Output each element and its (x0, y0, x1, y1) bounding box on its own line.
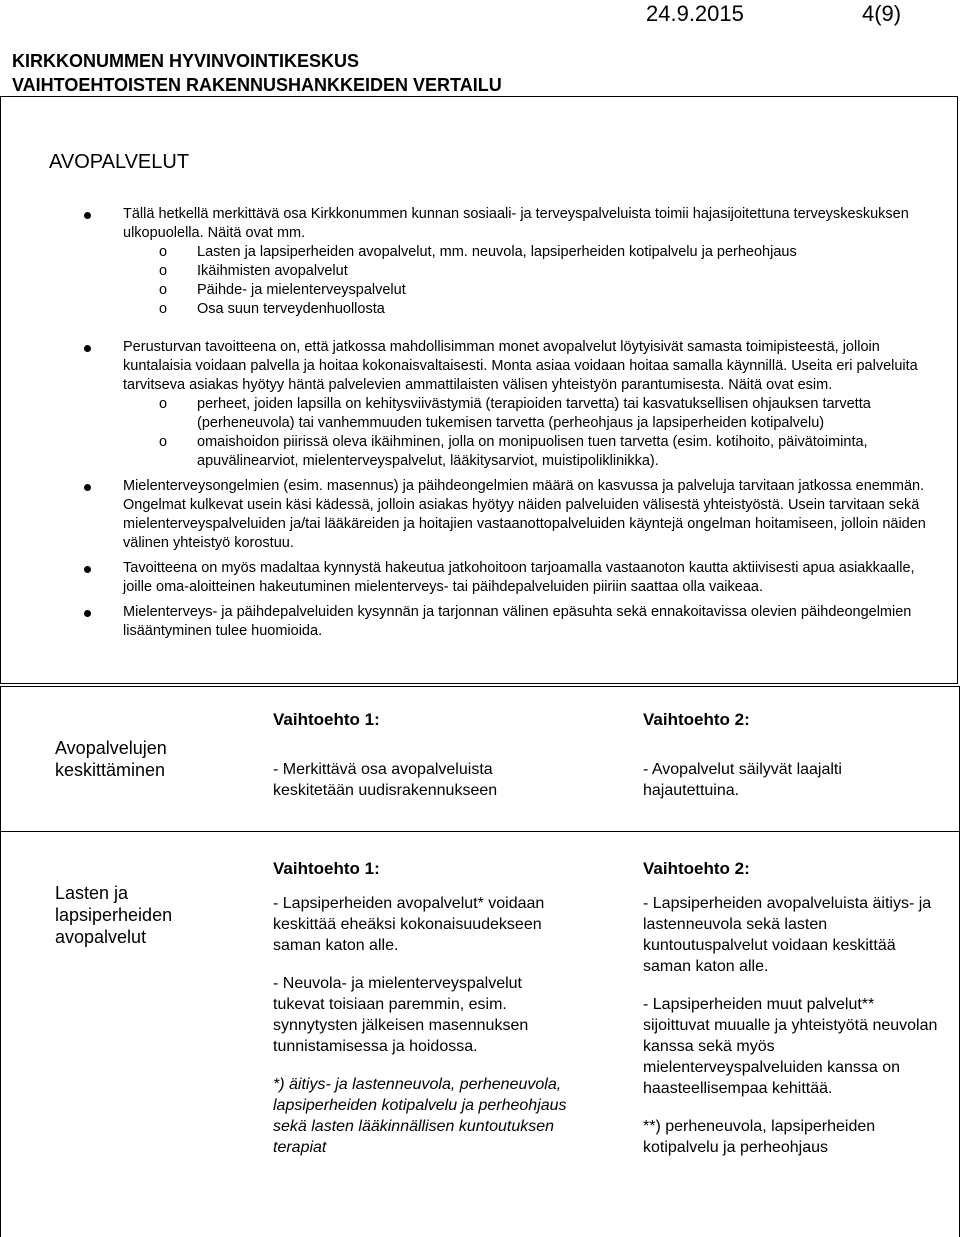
option-1-footnote: *) äitiys- ja lastenneuvola, perheneuvola, lapsiperheiden kotipalvelu ja perheohjaus sekä lasten lääkinnällisen kuntoutuksen terapiat (273, 1076, 567, 1156)
option-1-heading: Vaihtoehto 1: (273, 710, 380, 729)
comparison-row-centralization (0, 686, 960, 832)
option-2-text (643, 893, 945, 1175)
comparison-row-family-services (0, 831, 960, 1237)
sub-bullet-text: omaishoidon piirissä oleva ikäihminen, jolla on monipuolisen tuen tarvetta (esim. kotihoito, päivätoiminta, apuvälinearviot, mielenterveyspalvelut, lääkitysarviot, muistipoliklinikka). (197, 434, 868, 469)
bullet-icon (84, 484, 91, 491)
bullet-icon (84, 345, 91, 352)
bullet-text: Tällä hetkellä merkittävä osa Kirkkonummen kunnan sosiaali- ja terveyspalveluista toimii hajasijoitettuna terveyskeskuksen ulkopuolella. Näitä ovat mm. (123, 206, 909, 241)
bullet-icon (84, 610, 91, 617)
sub-bullet-item (1, 243, 959, 262)
bullet-icon (84, 566, 91, 573)
circle-bullet-icon: o (159, 301, 168, 317)
bullet-item (1, 477, 959, 553)
circle-bullet-icon: o (159, 244, 168, 260)
circle-bullet-icon: o (159, 263, 168, 279)
sub-bullet-item (1, 300, 959, 319)
sub-bullet-item (1, 281, 959, 300)
option-1-paragraph: - Lapsiperheiden avopalvelut* voidaan keskittää eheäksi kokonaisuudekseen saman katon alle. (273, 895, 545, 954)
document-title (12, 49, 502, 97)
sub-bullet-text: Ikäihmisten avopalvelut (197, 263, 348, 279)
bullet-text: Mielenterveys- ja päihdepalveluiden kysynnän ja tarjonnan välinen epäsuhta sekä ennakoitavissa olevien päihdeongelmien lisääntyminen tulee huomioida. (123, 604, 912, 639)
sub-bullet-text: Päihde- ja mielenterveyspalvelut (197, 282, 406, 298)
sub-bullet-item (1, 395, 959, 433)
header-page-number: 4(9) (862, 1, 902, 26)
bullet-item (1, 559, 959, 597)
sub-bullet-item (1, 433, 959, 471)
bullet-text: Perusturvan tavoitteena on, että jatkossa mahdollisimman monet avopalvelut löytyisivät samasta toimipisteestä, jolloin kuntalaisia voidaan palvella ja hoitaa kokonaisvaltaisesti. Monta asiaa voidaan hoitaa samalla käynnillä. Useita eri palveluita tarvitseva asiakas hyötyy häntä palvelevien ammattilaisten välisen yhteistyön parantumisesta. Näitä ovat esim. (123, 339, 918, 393)
option-2-heading: Vaihtoehto 2: (643, 710, 750, 729)
option-2-text: - Avopalvelut säilyvät laajalti hajautettuina. (643, 761, 842, 799)
sub-bullet-text: perheet, joiden lapsilla on kehitysviivästymiä (terapioiden tarvetta) tai kasvatuksellisen ohjauksen tarvetta (perheneuvola) tai vanhemmuuden tukemisen tarvetta (perheohjaus ja lapsiperheiden kotipalvelu) (197, 396, 871, 431)
row-label: Avopalvelujen keskittäminen (55, 738, 167, 780)
bullet-item (1, 603, 959, 641)
circle-bullet-icon: o (159, 434, 168, 450)
avopalvelut-section (0, 96, 958, 684)
section-heading: AVOPALVELUT (49, 151, 190, 173)
sub-bullet-text: Osa suun terveydenhuollosta (197, 301, 385, 317)
option-1-text: - Merkittävä osa avopalveluista keskitetään uudisrakennukseen (273, 761, 498, 799)
option-2-paragraph: - Lapsiperheiden avopalveluista äitiys- ja lastenneuvola sekä lasten kuntoutuspalvelut voidaan keskittää saman katon alle. (643, 895, 932, 975)
circle-bullet-icon: o (159, 282, 168, 298)
section-body (1, 205, 959, 641)
document-title-line-1: KIRKKONUMMEN HYVINVOINTIKESKUS (12, 51, 360, 71)
header-date: 24.9.2015 (646, 1, 744, 26)
bullet-item (1, 338, 959, 395)
option-2-paragraph: - Lapsiperheiden muut palvelut** sijoittuvat muualle ja yhteistyötä neuvolan kanssa sekä myös mielenterveyspalveluiden kanssa on haasteellisempaa kehittää. (643, 996, 938, 1097)
option-1-paragraph: - Neuvola- ja mielenterveyspalvelut tukevat toisiaan paremmin, esim. synnytysten jälkeisen masennuksen tunnistamisessa ja hoidossa. (273, 975, 529, 1055)
bullet-icon (84, 212, 91, 219)
circle-bullet-icon: o (159, 396, 168, 412)
bullet-text: Mielenterveysongelmien (esim. masennus) ja päihdeongelmien määrä on kasvussa ja palveluja tarvitaan jatkossa enemmän. Ongelmat kulkevat usein käsi kädessä, jolloin asiakas hyötyy näiden palveluiden välisestä yhteistyöstä. Usein tarvitaan sekä mielenterveyspalveluiden ja/tai lääkäreiden ja hoitajien vastaanottopalveluiden käyntejä ongelman hoitamiseen, jolloin näiden välinen yhteistyö korostuu. (123, 478, 926, 551)
sub-bullet-item (1, 262, 959, 281)
document-title-line-2: VAIHTOEHTOISTEN RAKENNUSHANKKEIDEN VERTAILU (12, 75, 502, 95)
option-2-heading: Vaihtoehto 2: (643, 859, 750, 878)
option-1-text (273, 893, 573, 1175)
option-1-heading: Vaihtoehto 1: (273, 859, 380, 878)
bullet-item (1, 205, 959, 243)
bullet-text: Tavoitteena on myös madaltaa kynnystä hakeutua jatkohoitoon tarjoamalla vastaanoton kautta aktiivisesti apua asiakkaalle, joille oma-aloitteinen hakeutuminen mielenterveys- tai päihdepalveluiden piiriin saattaa olla vaikeaa. (123, 560, 915, 595)
option-2-footnote: **) perheneuvola, lapsiperheiden kotipalvelu ja perheohjaus (643, 1118, 876, 1156)
sub-bullet-text: Lasten ja lapsiperheiden avopalvelut, mm. neuvola, lapsiperheiden kotipalvelu ja perheohjaus (197, 244, 797, 260)
row-label: Lasten ja lapsiperheiden avopalvelut (55, 883, 173, 947)
